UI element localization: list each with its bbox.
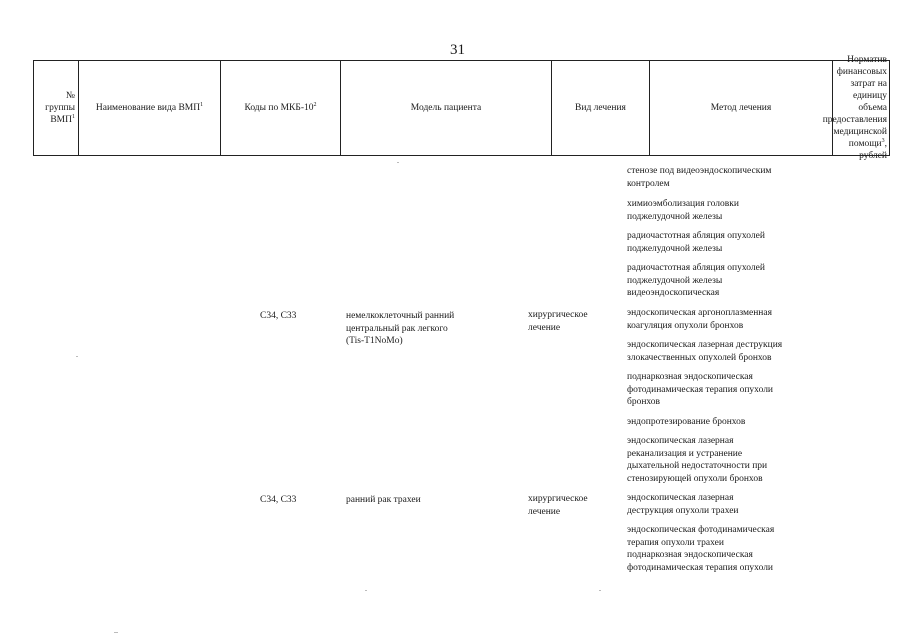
list-item: радиочастотная абляция опухолей поджелудочной железы [627,231,765,254]
scan-speck [397,162,399,163]
row-codes: C34, C33 [260,311,297,321]
row-treatment-type: хирургическое лечение [528,310,588,333]
page-number: 31 [450,42,465,58]
list-item: радиочастотная абляция опухолей поджелудочной железы видеоэндоскопическая [627,263,765,298]
list-item: эндоскопическая аргоноплазменная коагуляция опухоли бронхов [627,308,772,331]
row-treatment-type: хирургическое лечение [528,494,588,517]
list-item: стенозе под видеоэндоскопическим контролем [627,166,772,189]
header-patient-model: Модель пациента [340,61,551,155]
row-patient-model: ранний рак трахеи [346,495,421,505]
header-group-no: № группы ВМП$^1$ [33,61,78,155]
header-vmp-name: Наименование вида ВМП$^1$ [78,61,220,155]
list-item: эндоскопическая лазерная реканализация и устранение дыхательной недостаточности при стенозирующей опухоли бронхов [627,436,768,484]
list-item: поднаркозная эндоскопическая фотодинамическая терапия опухоли бронхов [627,372,774,407]
scan-speck [114,632,118,633]
list-item: эндоскопическая лазерная деструкция опухоли трахеи [627,493,739,516]
list-item: химиоэмболизация головки поджелудочной железы [627,199,739,222]
list-item: эндопротезирование бронхов [627,417,746,427]
row-patient-model: немелкоклеточный ранний центральный рак легкого (Tis-T1NoMo) [346,311,455,346]
list-item: эндоскопическая лазерная деструкция злокачественных опухолей бронхов [627,340,783,363]
list-item: эндоскопическая фотодинамическая терапия опухоли трахеи поднаркозная эндоскопическая фотодинамическая терапия опухоли [627,525,775,573]
header-treatment-type: Вид лечения [551,61,649,155]
scan-speck [76,356,78,357]
scan-speck [365,590,367,591]
header-treatment-method: Метод лечения [649,61,832,155]
header-cost-norm: Норматив финансовых затрат на единицу объема предоставления медицинской помощи$^3$, рублей [832,61,890,155]
table-header [33,55,890,161]
row-codes: C34, C33 [260,495,297,505]
header-icd-codes: Коды по МКБ-$10^2$ [220,61,340,155]
scan-speck [599,590,601,591]
